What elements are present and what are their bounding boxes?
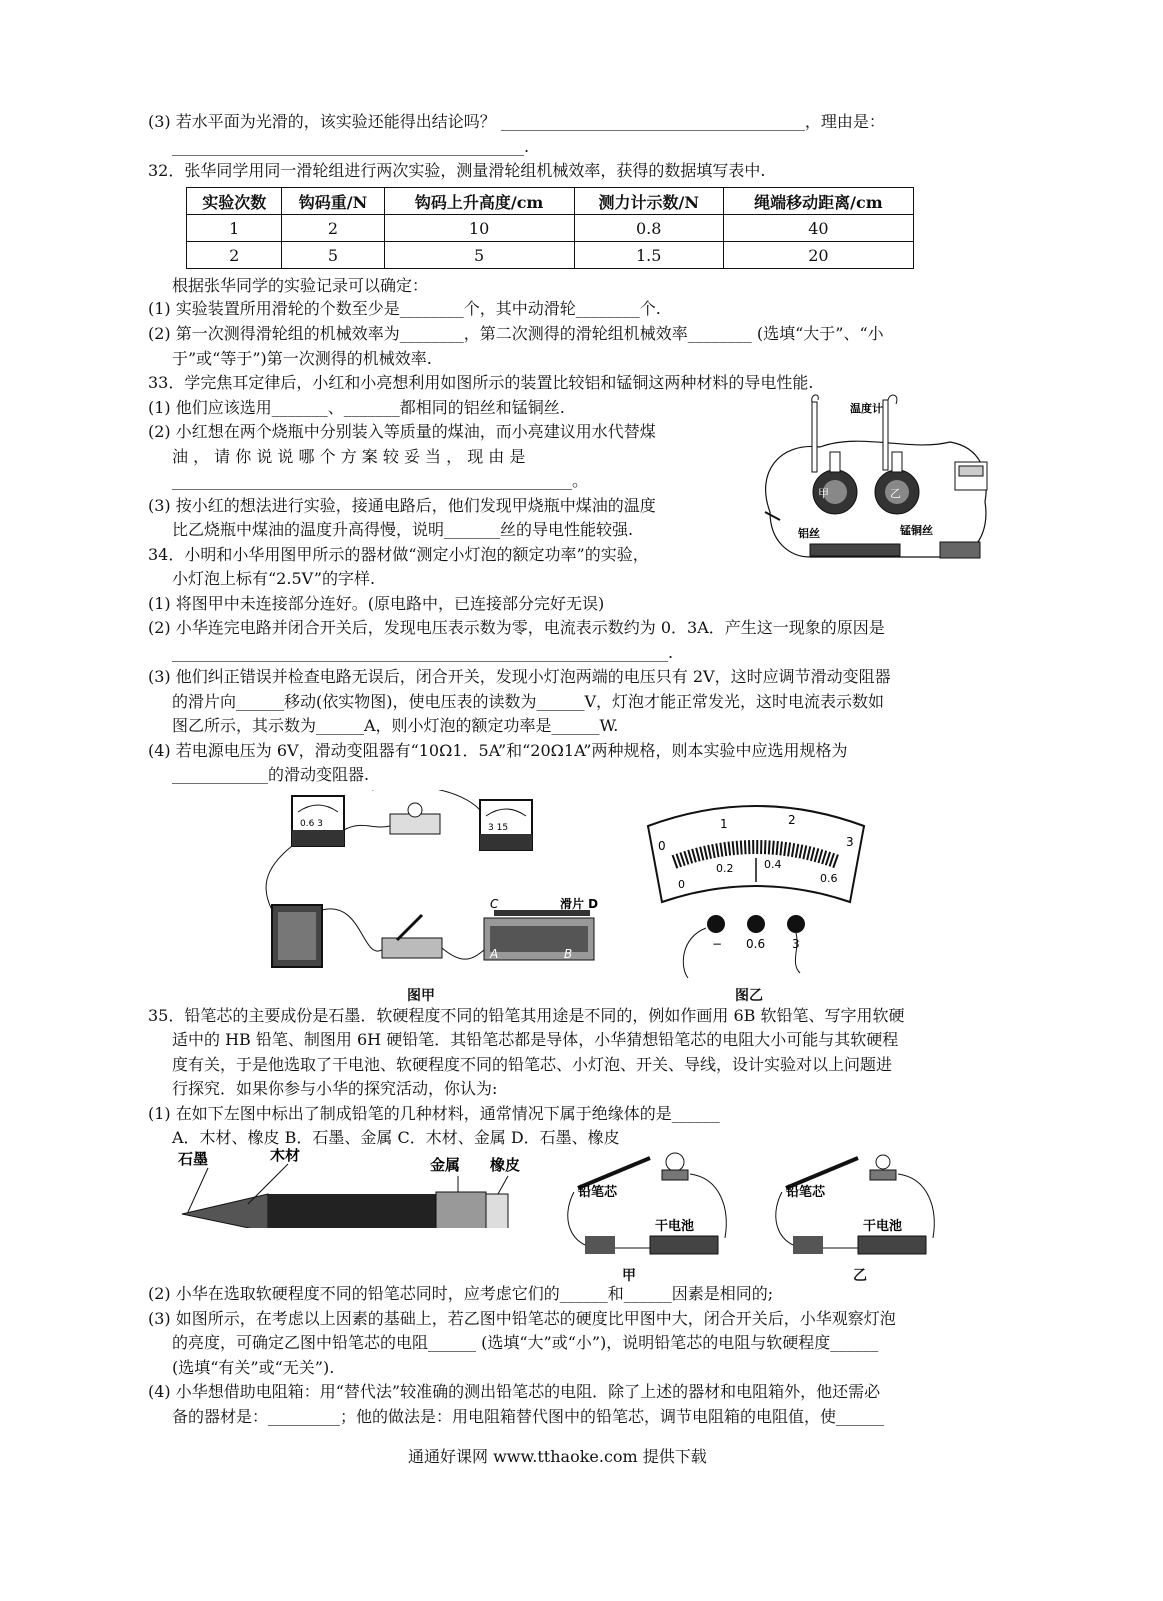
q31-part3-blank: ____________________________________________.: [172, 137, 530, 156]
table-cell: 0.8: [574, 215, 723, 242]
terminal-label: 3: [792, 937, 800, 951]
battery-label: 干电池: [863, 1219, 903, 1234]
q35-part1: (1) 在如下左图中标出了制成铅笔的几种材料，通常情况下属于绝缘体的是______: [148, 1104, 720, 1123]
flask-jia-label: 甲: [818, 487, 829, 500]
q31-part3: (3) 若水平面为光滑的，该实验还能得出结论吗？ ______________________________________，理由是：: [148, 112, 885, 131]
figure-jia-circuit: [262, 790, 622, 1000]
table-cell: 40: [723, 215, 913, 242]
q35-part4-cont: 备的器材是：_________；他的做法是：用电阻箱替代图中的铅笔芯，调节电阻箱的电阻值，使______: [172, 1407, 885, 1426]
thermometer-label: 温度计: [850, 402, 883, 415]
terminal-b-label: B: [564, 947, 573, 961]
page-footer: 通通好课网 www.tthaoke.com 提供下载: [408, 1447, 707, 1466]
terminal-label: −: [712, 937, 723, 951]
q33-part3-cont: 比乙烧瓶中煤油的温度升高得慢，说明_______丝的导电性能较强.: [172, 520, 634, 539]
pencil-core-label: 铅笔芯: [786, 1185, 826, 1200]
terminal-c-label: C: [490, 897, 499, 911]
q35-stem-cont: 适中的 HB 铅笔、制图用 6H 硬铅笔．其铅笔芯都是导体，小华猜想铅笔芯的电阻大小可能与其软硬程: [172, 1030, 899, 1049]
circuit-jia-caption: 甲: [622, 1268, 636, 1284]
table-cell: 5: [282, 242, 384, 269]
table-row: [187, 242, 914, 269]
voltmeter-terminal-label: 3 15: [488, 823, 509, 833]
q34-part3-cont: 的滑片向______移动(依实物图)，使电压表的读数为______V，灯泡才能正常发光，这时电流表示数如: [172, 692, 885, 711]
pencil-core-label: 铅笔芯: [578, 1185, 618, 1200]
q35-stem-cont2: 度有关，于是他选取了干电池、软硬程度不同的铅笔芯、小灯泡、开关、导线，设计实验对以上问题进: [172, 1055, 893, 1074]
table-header-row: [187, 188, 914, 215]
scale-label-small: 0: [678, 878, 685, 891]
q34-part4: (4) 若电源电压为 6V，滑动变阻器有“10Ω1．5A”和“20Ω1A”两种规格，则本实验中应选用规格为: [148, 741, 848, 760]
q33-stem: 33．学完焦耳定律后，小红和小亮想利用如图所示的装置比较铝和锰铜这两种材料的导电性能.: [148, 373, 814, 392]
table-header: 钩码重/N: [282, 188, 384, 215]
scale-label-small: 0.2: [716, 862, 734, 875]
ammeter-terminal-label: 0.6 3: [300, 819, 323, 829]
q35-stem: 35．铅笔芯的主要成份是石墨．软硬程度不同的铅笔其用途是不同的，例如作画用 6B 软铅笔、写字用软硬: [148, 1006, 905, 1025]
q35-part4: (4) 小华想借助电阻箱：用“替代法”较准确的测出铅笔芯的电阻．除了上述的器材和电阻箱外，他还需必: [148, 1382, 881, 1401]
scale-label: 2: [788, 813, 796, 827]
metal-label: 金属: [430, 1156, 461, 1174]
table-header: 测力计示数/N: [574, 188, 723, 215]
pencil-figure: [178, 1148, 528, 1228]
table-row: [187, 215, 914, 242]
rubber-label: 橡皮: [490, 1156, 521, 1174]
scale-label-small: 0.4: [764, 858, 782, 871]
q33-part2: (2) 小红想在两个烧瓶中分别装入等质量的煤油，而小亮建议用水代替煤: [148, 422, 656, 441]
q33-apparatus-figure: [750, 392, 995, 572]
q32-lead: 根据张华同学的实验记录可以确定：: [172, 276, 429, 295]
circuit-yi-caption: 乙: [853, 1268, 867, 1284]
q34-stem: 34．小明和小华用图甲所示的器材做“测定小灯泡的额定功率”的实验，: [148, 545, 649, 564]
figure-yi-caption: 图乙: [735, 988, 763, 1004]
q35-part3-cont: 的亮度，可确定乙图中铅笔芯的电阻______ (选填“大”或“小”)，说明铅笔芯的电阻与软硬程度______: [172, 1333, 879, 1352]
q35-part2: (2) 小华在选取软硬程度不同的铅笔芯同时，应考虑它们的______和______因素是相同的;: [148, 1284, 774, 1303]
scale-label: 3: [846, 835, 854, 849]
scale-label: 1: [720, 817, 728, 831]
q35-part3-cont2: (选填“有关”或“无关”).: [172, 1358, 335, 1377]
table-header: 绳端移动距离/cm: [723, 188, 913, 215]
q34-stem-cont: 小灯泡上标有“2.5V”的字样.: [172, 569, 376, 588]
q32-part2-cont: 于”或“等于”)第一次测得的机械效率.: [172, 349, 432, 368]
q33-part1: (1) 他们应该选用_______、_______都相同的铝丝和锰铜丝.: [148, 398, 565, 417]
figure-jia-caption: 图甲: [407, 988, 435, 1004]
q32-part2: (2) 第一次测得滑轮组的机械效率为________，第二次测得的滑轮组机械效率________ (选填“大于”、“小: [148, 324, 884, 343]
q34-part4-blank: ____________的滑动变阻器.: [172, 765, 370, 784]
table-cell: 10: [384, 215, 574, 242]
terminal-label: 0.6: [746, 937, 766, 951]
q32-stem: 32．张华同学用同一滑轮组进行两次实验，测量滑轮组机械效率，获得的数据填写表中.: [148, 161, 766, 180]
q34-part3-cont2: 图乙所示，其示数为______A，则小灯泡的额定功率是______W.: [172, 716, 619, 735]
graphite-label: 石墨: [178, 1150, 209, 1168]
terminal-a-label: A: [490, 947, 499, 961]
table-cell: 2: [282, 215, 384, 242]
table-cell: 2: [187, 242, 282, 269]
scale-label-small: 0.6: [820, 872, 838, 885]
table-header: 实验次数: [187, 188, 282, 215]
q35-stem-cont3: 行探究．如果你参与小华的探究活动，你认为:: [172, 1079, 498, 1098]
q34-part2: (2) 小华连完电路并闭合开关后，发现电压表示数为零，电流表示数约为 0．3A．产生这一现象的原因是: [148, 618, 885, 637]
table-cell: 1: [187, 215, 282, 242]
q32-data-table: [186, 187, 914, 269]
table-cell: 1.5: [574, 242, 723, 269]
q35-part3: (3) 如图所示，在考虑以上因素的基础上，若乙图中铅笔芯的硬度比甲图中大，闭合开关后，小华观察灯泡: [148, 1309, 896, 1328]
q34-part3: (3) 他们纠正错误并检查电路无误后，闭合开关，发现小灯泡两端的电压只有 2V，这时应调节滑动变阻器: [148, 667, 891, 686]
table-cell: 20: [723, 242, 913, 269]
table-header: 钩码上升高度/cm: [384, 188, 574, 215]
figure-yi-ammeter: [640, 798, 872, 980]
q35-options: A．木材、橡皮 B．石墨、金属 C．木材、金属 D．石墨、橡皮: [172, 1128, 620, 1147]
battery-label: 干电池: [655, 1219, 695, 1234]
q33-part3: (3) 按小红的想法进行实验，接通电路后，他们发现甲烧瓶中煤油的温度: [148, 496, 656, 515]
aluminum-wire-label: 铝丝: [798, 527, 820, 540]
q34-part1: (1) 将图甲中未连接部分连好。(原电路中，已连接部分完好无误): [148, 594, 605, 613]
q33-part2-cont: 油 ， 请 你 说 说 哪 个 方 案 较 妥 当 ， 现 由 是: [172, 447, 526, 466]
pencil-circuit-yi: [768, 1148, 943, 1263]
slider-d-label: 滑片 D: [560, 897, 599, 911]
manganin-wire-label: 锰铜丝: [900, 524, 933, 537]
flask-yi-label: 乙: [890, 487, 901, 500]
scale-label: 0: [658, 839, 666, 853]
q33-part2-blank: __________________________________________________。: [172, 471, 589, 490]
pencil-circuit-jia: [560, 1148, 735, 1263]
wood-label: 木材: [270, 1148, 301, 1164]
q32-part1: (1) 实验装置所用滑轮的个数至少是________个，其中动滑轮________个.: [148, 299, 661, 318]
table-cell: 5: [384, 242, 574, 269]
q34-part2-blank: ______________________________________________________________.: [172, 643, 674, 662]
